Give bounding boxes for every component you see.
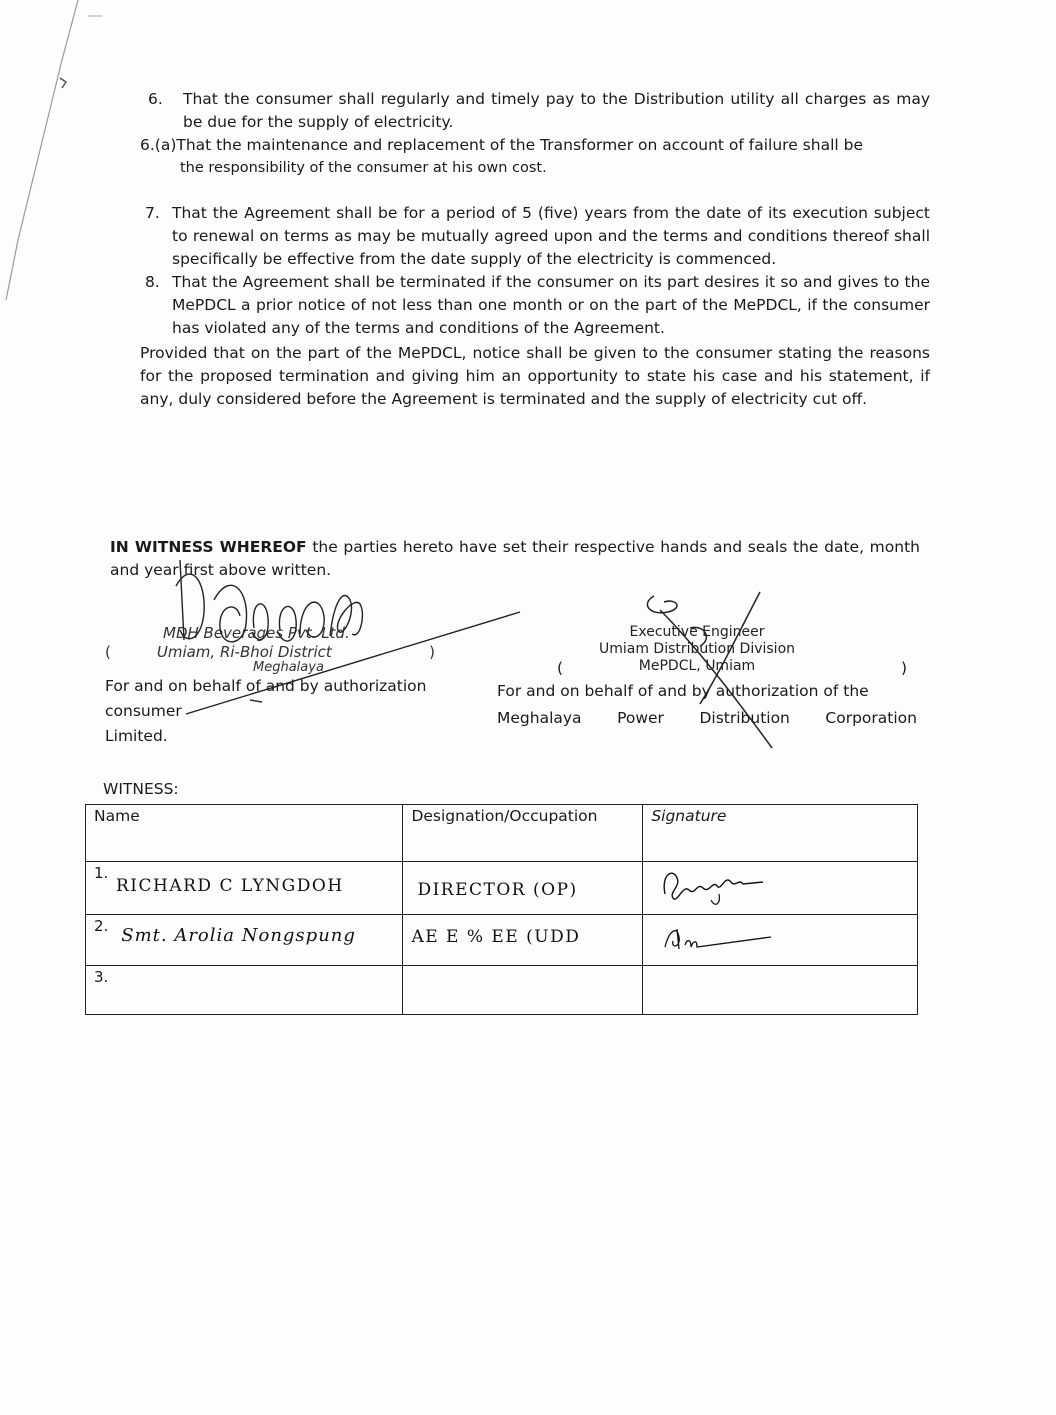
page-edge-mark [0, 0, 120, 300]
witness-table [85, 804, 918, 1015]
column-header: Name [86, 805, 403, 862]
consumer-stamp [105, 624, 485, 674]
clause-7 [140, 202, 930, 271]
designation-cell [403, 966, 643, 1015]
table-row [86, 862, 918, 915]
utility-signatory-block [497, 620, 917, 731]
stamp-line: Executive Engineer [629, 624, 765, 640]
clause-number: 6.(a) [140, 136, 177, 154]
stamp-line: Meghalaya [253, 660, 324, 675]
table-row [86, 966, 918, 1015]
signature-cell [643, 966, 918, 1015]
consumer-signatory-block [105, 620, 485, 749]
witness-clause-text: the parties hereto have set their respective hands and seals the date, month and year first above written. [110, 538, 920, 579]
behalf-line: For and on behalf of and by authorization of the [497, 682, 869, 700]
designation-cell [403, 862, 643, 915]
clause-6 [148, 88, 930, 134]
witness-designation: AE E % EE (UDD [411, 927, 581, 947]
name-cell [86, 966, 403, 1015]
witness-designation: DIRECTOR (OP) [417, 880, 578, 900]
clause-6a [140, 134, 930, 180]
stamp-line: Umiam Distribution Division [598, 641, 796, 657]
agreement-clauses [140, 88, 930, 411]
behalf-line: For and on behalf of and by authorization [105, 677, 427, 695]
row-number: 1. [94, 864, 109, 882]
open-paren: ( [557, 659, 564, 677]
name-cell [86, 915, 403, 966]
clause-text-continuation: the responsibility of the consumer at his own cost. [180, 160, 547, 176]
close-paren: ) [429, 643, 435, 661]
clause-text: That the Agreement shall be terminated if the consumer on its part desires it so and gives to the MePDCL a prior notice of not less than one month or on the part of the MePDCL, if the consumer has violated any of the terms and conditions of the Agreement. [172, 273, 930, 337]
clause-text: That the consumer shall regularly and timely pay to the Distribution utility all charges as may be due for the supply of electricity. [183, 90, 930, 131]
stamp-line: Umiam, Ri-Bhoi District [156, 643, 332, 661]
handwritten-signature [651, 864, 781, 908]
clause-text: That the Agreement shall be for a period of 5 (five) years from the date of its execution subject to renewal on terms as may be mutually agreed upon and the terms and conditions thereof shall specifically be effective from the date supply of the electricity is commenced. [172, 204, 930, 268]
clause-number: 6. [148, 90, 163, 108]
proviso-paragraph: Provided that on the part of the MePDCL, notice shall be given to the consumer stating the reasons for the proposed termination and giving him an opportunity to state his case and his statement, if any, duly considered before the Agreement is terminated and the supply of electricity cut off. [140, 344, 930, 408]
name-cell [86, 862, 403, 915]
row-number: 3. [94, 968, 109, 986]
open-paren: ( [105, 643, 111, 661]
signature-cell [643, 862, 918, 915]
utility-name-line [497, 706, 917, 731]
utility-name-word: Corporation [825, 709, 917, 727]
stamp-line: MDH Beverages Pvt. Ltd. [163, 624, 350, 642]
column-header: Signature [643, 805, 918, 862]
utility-name-word: Power [617, 709, 664, 727]
stamp-line: MePDCL, Umiam [638, 658, 756, 674]
signatory-tail: Limited. [105, 727, 168, 745]
column-header: Designation/Occupation [403, 805, 643, 862]
handwritten-signature [651, 917, 791, 957]
witness-name: RICHARD C LYNGDOH [116, 876, 344, 896]
clause-number: 8. [145, 273, 160, 291]
designation-cell [403, 915, 643, 966]
witness-label: WITNESS: [103, 780, 179, 798]
close-paren: ) [900, 659, 907, 677]
utility-name-word: Distribution [699, 709, 790, 727]
clause-8 [140, 271, 930, 340]
clause-number: 7. [145, 204, 160, 222]
row-number: 2. [94, 917, 109, 935]
witness-name: Smt. Arolia Nongspung [121, 925, 356, 946]
witness-clause [110, 536, 920, 582]
signatory-tail: consumer [105, 702, 182, 720]
table-row [86, 915, 918, 966]
witness-clause-lead: IN WITNESS WHEREOF [110, 538, 307, 556]
table-header-row [86, 805, 918, 862]
clause-text: That the maintenance and replacement of the Transformer on account of failure shall be [176, 136, 863, 154]
signature-cell [643, 915, 918, 966]
utility-name-word: Meghalaya [497, 709, 582, 727]
